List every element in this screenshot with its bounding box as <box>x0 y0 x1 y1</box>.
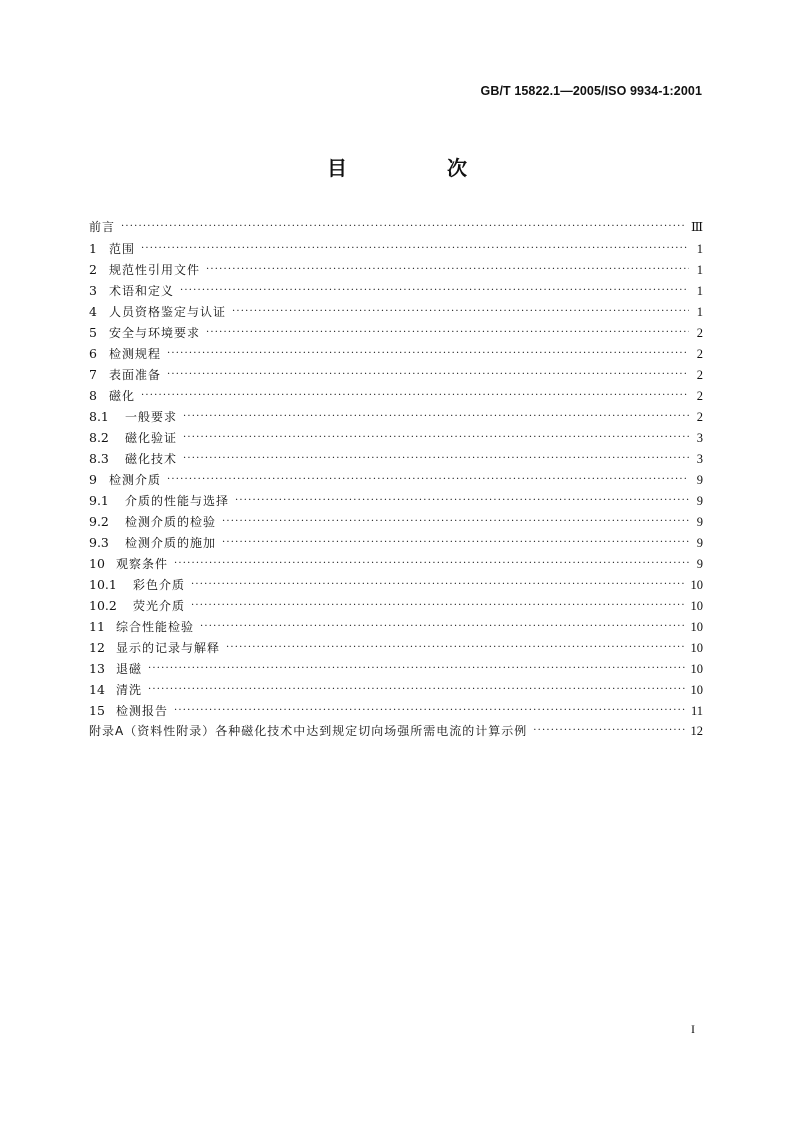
toc-entry-number: 8.3 <box>89 451 109 466</box>
toc-leader-dots <box>148 658 684 679</box>
toc-entry-number: 4 <box>89 304 97 319</box>
toc-entry-page: 9 <box>696 473 703 487</box>
toc-entry[interactable] <box>89 658 703 679</box>
page-title: 目 次 <box>327 156 507 180</box>
toc-leader-dots <box>174 700 685 721</box>
toc-leader-dots <box>232 301 689 322</box>
toc-entry-page: 9 <box>696 536 703 550</box>
toc-entry-number: 10.2 <box>89 598 117 613</box>
toc-entry-label: 显示的记录与解释 <box>116 641 221 655</box>
table-of-contents <box>89 217 703 742</box>
toc-entry[interactable] <box>89 343 703 364</box>
toc-entry-label: 检测介质 <box>109 473 162 487</box>
toc-entry[interactable] <box>89 385 703 406</box>
toc-leader-dots <box>167 364 689 385</box>
toc-leader-dots <box>141 238 689 259</box>
toc-entry-number: 5 <box>89 325 97 340</box>
toc-entry-page: 1 <box>696 242 703 256</box>
toc-leader-dots <box>180 280 689 301</box>
toc-leader-dots <box>200 616 684 637</box>
toc-entry[interactable] <box>89 553 703 574</box>
toc-entry-page: 9 <box>696 515 703 529</box>
toc-leader-dots <box>121 216 685 237</box>
toc-entry-label: 检测介质的施加 <box>125 536 217 550</box>
toc-entry[interactable] <box>89 490 703 511</box>
toc-entry-number: 15 <box>89 703 105 718</box>
toc-entry-page: 10 <box>690 662 703 676</box>
toc-entry-label: 前言 <box>89 220 116 234</box>
toc-entry-page: 10 <box>690 599 703 613</box>
toc-entry[interactable] <box>89 448 703 469</box>
toc-entry[interactable] <box>89 406 703 427</box>
toc-entry[interactable] <box>89 259 703 280</box>
page-number: I <box>691 1022 695 1036</box>
toc-entry[interactable] <box>89 364 703 385</box>
toc-entry-page: 1 <box>696 305 703 319</box>
toc-entry-page: 10 <box>690 641 703 655</box>
toc-entry-number: 13 <box>89 661 105 676</box>
toc-leader-dots <box>206 322 689 343</box>
toc-entry[interactable] <box>89 700 703 721</box>
toc-entry-label: 规范性引用文件 <box>109 263 201 277</box>
toc-entry[interactable] <box>89 238 703 259</box>
toc-leader-dots <box>206 259 689 280</box>
standard-number-header: GB/T 15822.1—2005/ISO 9934-1:2001 <box>480 84 702 98</box>
toc-entry-label: 观察条件 <box>116 557 169 571</box>
toc-leader-dots <box>226 637 684 658</box>
toc-entry-page: 3 <box>696 431 703 445</box>
toc-entry-page: 2 <box>696 410 703 424</box>
toc-entry-label: 检测介质的检验 <box>125 515 217 529</box>
toc-leader-dots <box>222 532 689 553</box>
toc-leader-dots <box>222 511 689 532</box>
toc-entry-page: 10 <box>690 620 703 634</box>
toc-entry-number: 3 <box>89 283 97 298</box>
toc-entry-number: 7 <box>89 367 97 382</box>
toc-entry[interactable] <box>89 679 703 700</box>
toc-leader-dots <box>167 469 689 490</box>
toc-leader-dots <box>183 406 689 427</box>
toc-entry[interactable] <box>89 616 703 637</box>
toc-entry[interactable] <box>89 427 703 448</box>
toc-entry-label: 表面准备 <box>109 368 162 382</box>
toc-entry-page: 10 <box>690 578 703 592</box>
toc-leader-dots <box>174 553 689 574</box>
toc-entry-page: 1 <box>696 284 703 298</box>
toc-entry-number: 14 <box>89 682 105 697</box>
toc-entry-label: 检测报告 <box>116 704 169 718</box>
toc-entry-page: 12 <box>690 724 703 738</box>
toc-entry-number: 10 <box>89 556 105 571</box>
toc-entry-number: 9.3 <box>89 535 109 550</box>
toc-entry-number: 11 <box>89 619 105 634</box>
toc-leader-dots <box>141 385 689 406</box>
toc-entry-label: 安全与环境要求 <box>109 326 201 340</box>
toc-entry-number: 9.2 <box>89 514 109 529</box>
toc-entry[interactable] <box>89 532 703 553</box>
toc-entry-label: 范围 <box>109 242 136 256</box>
toc-entry-page: 2 <box>696 347 703 361</box>
toc-leader-dots <box>183 427 689 448</box>
toc-entry-number: 8.2 <box>89 430 109 445</box>
toc-entry-label: 退磁 <box>116 662 143 676</box>
toc-entry-number: 6 <box>89 346 97 361</box>
toc-entry-page: 9 <box>696 494 703 508</box>
toc-entry-page: 1 <box>696 263 703 277</box>
toc-entry-label: 磁化 <box>109 389 136 403</box>
toc-entry-label: 一般要求 <box>125 410 178 424</box>
toc-entry-label: 介质的性能与选择 <box>125 494 230 508</box>
toc-leader-dots <box>191 595 684 616</box>
toc-entry-label: 磁化验证 <box>125 431 178 445</box>
toc-entry-number: 2 <box>89 262 97 277</box>
toc-entry-page: 11 <box>690 704 703 718</box>
toc-entry-label: 附录A（资料性附录）各种磁化技术中达到规定切向场强所需电流的计算示例 <box>89 724 528 738</box>
toc-leader-dots <box>183 448 689 469</box>
toc-leader-dots <box>191 574 684 595</box>
toc-entry[interactable] <box>89 469 703 490</box>
toc-entry-label: 清洗 <box>116 683 143 697</box>
toc-entry-number: 12 <box>89 640 105 655</box>
toc-entry-number: 9.1 <box>89 493 109 508</box>
toc-entry[interactable] <box>89 574 703 595</box>
toc-entry[interactable] <box>89 511 703 532</box>
toc-leader-dots <box>235 490 689 511</box>
toc-entry-label: 磁化技术 <box>125 452 178 466</box>
toc-entry-label: 检测规程 <box>109 347 162 361</box>
toc-entry-number: 9 <box>89 472 97 487</box>
toc-leader-dots <box>167 343 689 364</box>
toc-entry-number: 10.1 <box>89 577 117 592</box>
toc-leader-dots <box>148 679 684 700</box>
toc-entry[interactable] <box>89 721 703 742</box>
toc-entry[interactable] <box>89 280 703 301</box>
toc-entry-page: 2 <box>696 326 703 340</box>
toc-entry-page: 10 <box>690 683 703 697</box>
toc-entry-number: 1 <box>89 241 97 256</box>
toc-entry-label: 综合性能检验 <box>116 620 195 634</box>
toc-entry[interactable] <box>89 301 703 322</box>
toc-entry-label: 彩色介质 <box>133 578 186 592</box>
toc-entry-label: 荧光介质 <box>133 599 186 613</box>
toc-entry-page: 9 <box>696 557 703 571</box>
toc-entry[interactable] <box>89 637 703 658</box>
toc-entry-label: 术语和定义 <box>109 284 175 298</box>
toc-entry-number: 8.1 <box>89 409 109 424</box>
toc-entry[interactable] <box>89 595 703 616</box>
toc-entry-page: Ⅲ <box>690 220 703 234</box>
toc-entry-page: 3 <box>696 452 703 466</box>
toc-entry-number: 8 <box>89 388 97 403</box>
toc-entry-label: 人员资格鉴定与认证 <box>109 305 227 319</box>
toc-entry-page: 2 <box>696 389 703 403</box>
toc-leader-dots <box>533 720 684 741</box>
toc-entry[interactable] <box>89 322 703 343</box>
toc-entry-page: 2 <box>696 368 703 382</box>
toc-entry[interactable] <box>89 217 703 238</box>
